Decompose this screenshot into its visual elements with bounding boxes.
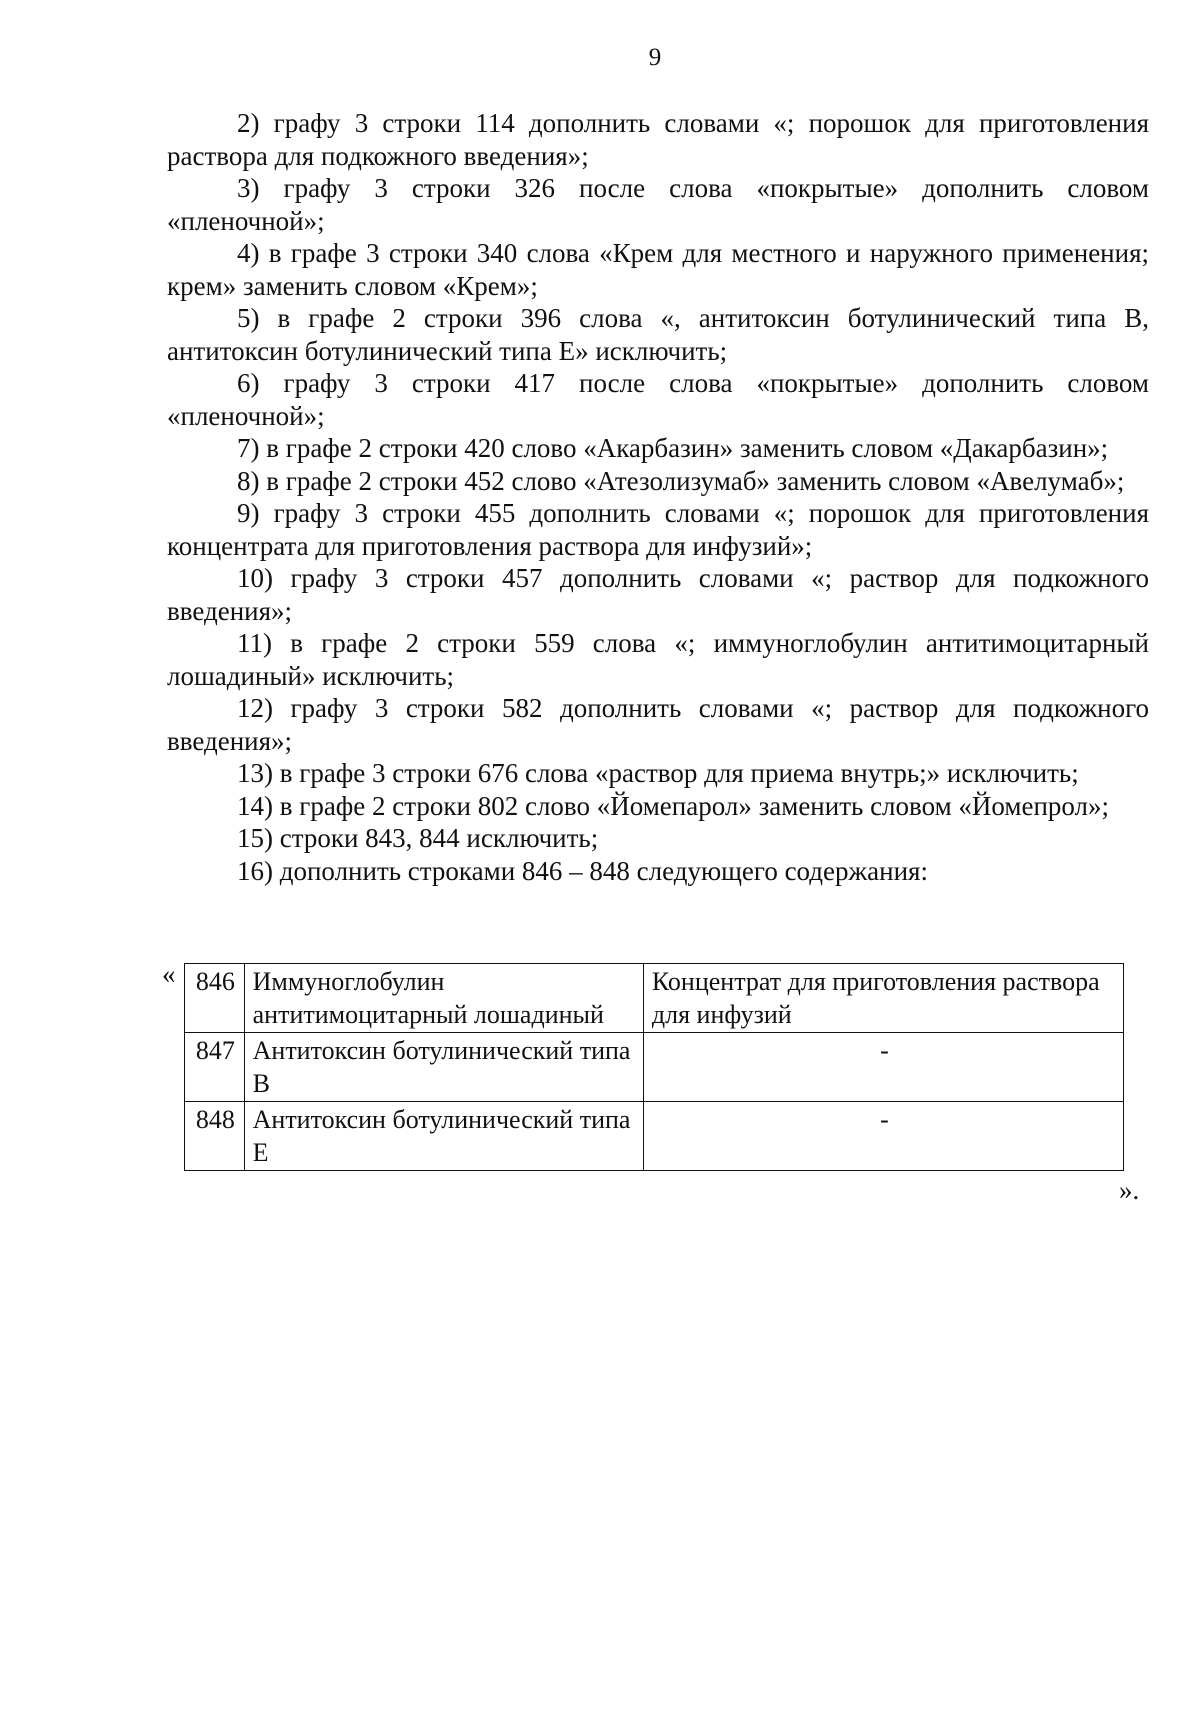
dosage-form: - bbox=[643, 1033, 1123, 1102]
dosage-form: - bbox=[643, 1102, 1123, 1171]
row-number: 848 bbox=[185, 1102, 245, 1171]
amendment-item: 12) графу 3 строки 582 дополнить словами «; раствор для подкожного введения»; bbox=[167, 693, 1149, 756]
close-quote: ». bbox=[1119, 1175, 1140, 1205]
amendment-item: 14) в графе 2 строки 802 слово «Йомепарол» заменить словом «Йомепрол»; bbox=[237, 790, 1110, 821]
amendment-item: 7) в графе 2 строки 420 слово «Акарбазин» заменить словом «Дакарбазин»; bbox=[237, 433, 1109, 463]
drug-name: Антитоксин ботулинический типа В bbox=[244, 1033, 643, 1102]
table-row bbox=[185, 1102, 1124, 1171]
amendment-item: 8) в графе 2 строки 452 слово «Атезолизумаб» заменить словом «Авелумаб»; bbox=[237, 465, 1125, 496]
amendment-list bbox=[167, 107, 1149, 887]
amendment-item: 3) графу 3 строки 326 после слова «покрытые» дополнить словом «пленочной»; bbox=[167, 173, 1149, 236]
open-quote: « bbox=[162, 959, 176, 989]
amendment-item: 9) графу 3 строки 455 дополнить словами «; порошок для приготовления концентрата для приготовления раствора для инфузий»; bbox=[167, 498, 1149, 561]
row-number: 847 bbox=[185, 1033, 245, 1102]
amendment-item: 2) графу 3 строки 114 дополнить словами «; порошок для приготовления раствора для подкожного введения»; bbox=[167, 108, 1149, 171]
page-number: 9 bbox=[648, 44, 662, 71]
amendment-item: 11) в графе 2 строки 559 слова «; иммуноглобулин антитимоцитарный лошадиный» исключить; bbox=[167, 628, 1149, 691]
drug-name: Иммуноглобулин антитимоцитарный лошадиный bbox=[244, 964, 643, 1033]
row-number: 846 bbox=[185, 964, 245, 1033]
dosage-form: Концентрат для приготовления раствора для инфузий bbox=[643, 964, 1123, 1033]
amendment-item: 10) графу 3 строки 457 дополнить словами «; раствор для подкожного введения»; bbox=[167, 563, 1149, 626]
amendment-item: 5) в графе 2 строки 396 слова «, антитоксин ботулинический типа В, антитоксин ботулинический типа Е» исключить; bbox=[167, 303, 1149, 366]
amendment-item: 16) дополнить строками 846 – 848 следующего содержания: bbox=[237, 855, 928, 886]
amendment-item: 13) в графе 3 строки 676 слова «раствор для приема внутрь;» исключить; bbox=[237, 758, 1079, 788]
drug-name: Антитоксин ботулинический типа Е bbox=[244, 1102, 643, 1171]
amendment-item: 4) в графе 3 строки 340 слова «Крем для местного и наружного применения; крем» заменить словом «Крем»; bbox=[167, 238, 1149, 301]
added-rows-table bbox=[184, 963, 1124, 1171]
amendment-item: 15) строки 843, 844 исключить; bbox=[237, 823, 599, 853]
amendment-item: 6) графу 3 строки 417 после слова «покрытые» дополнить словом «пленочной»; bbox=[167, 368, 1149, 431]
table-row bbox=[185, 964, 1124, 1033]
table-row bbox=[185, 1033, 1124, 1102]
